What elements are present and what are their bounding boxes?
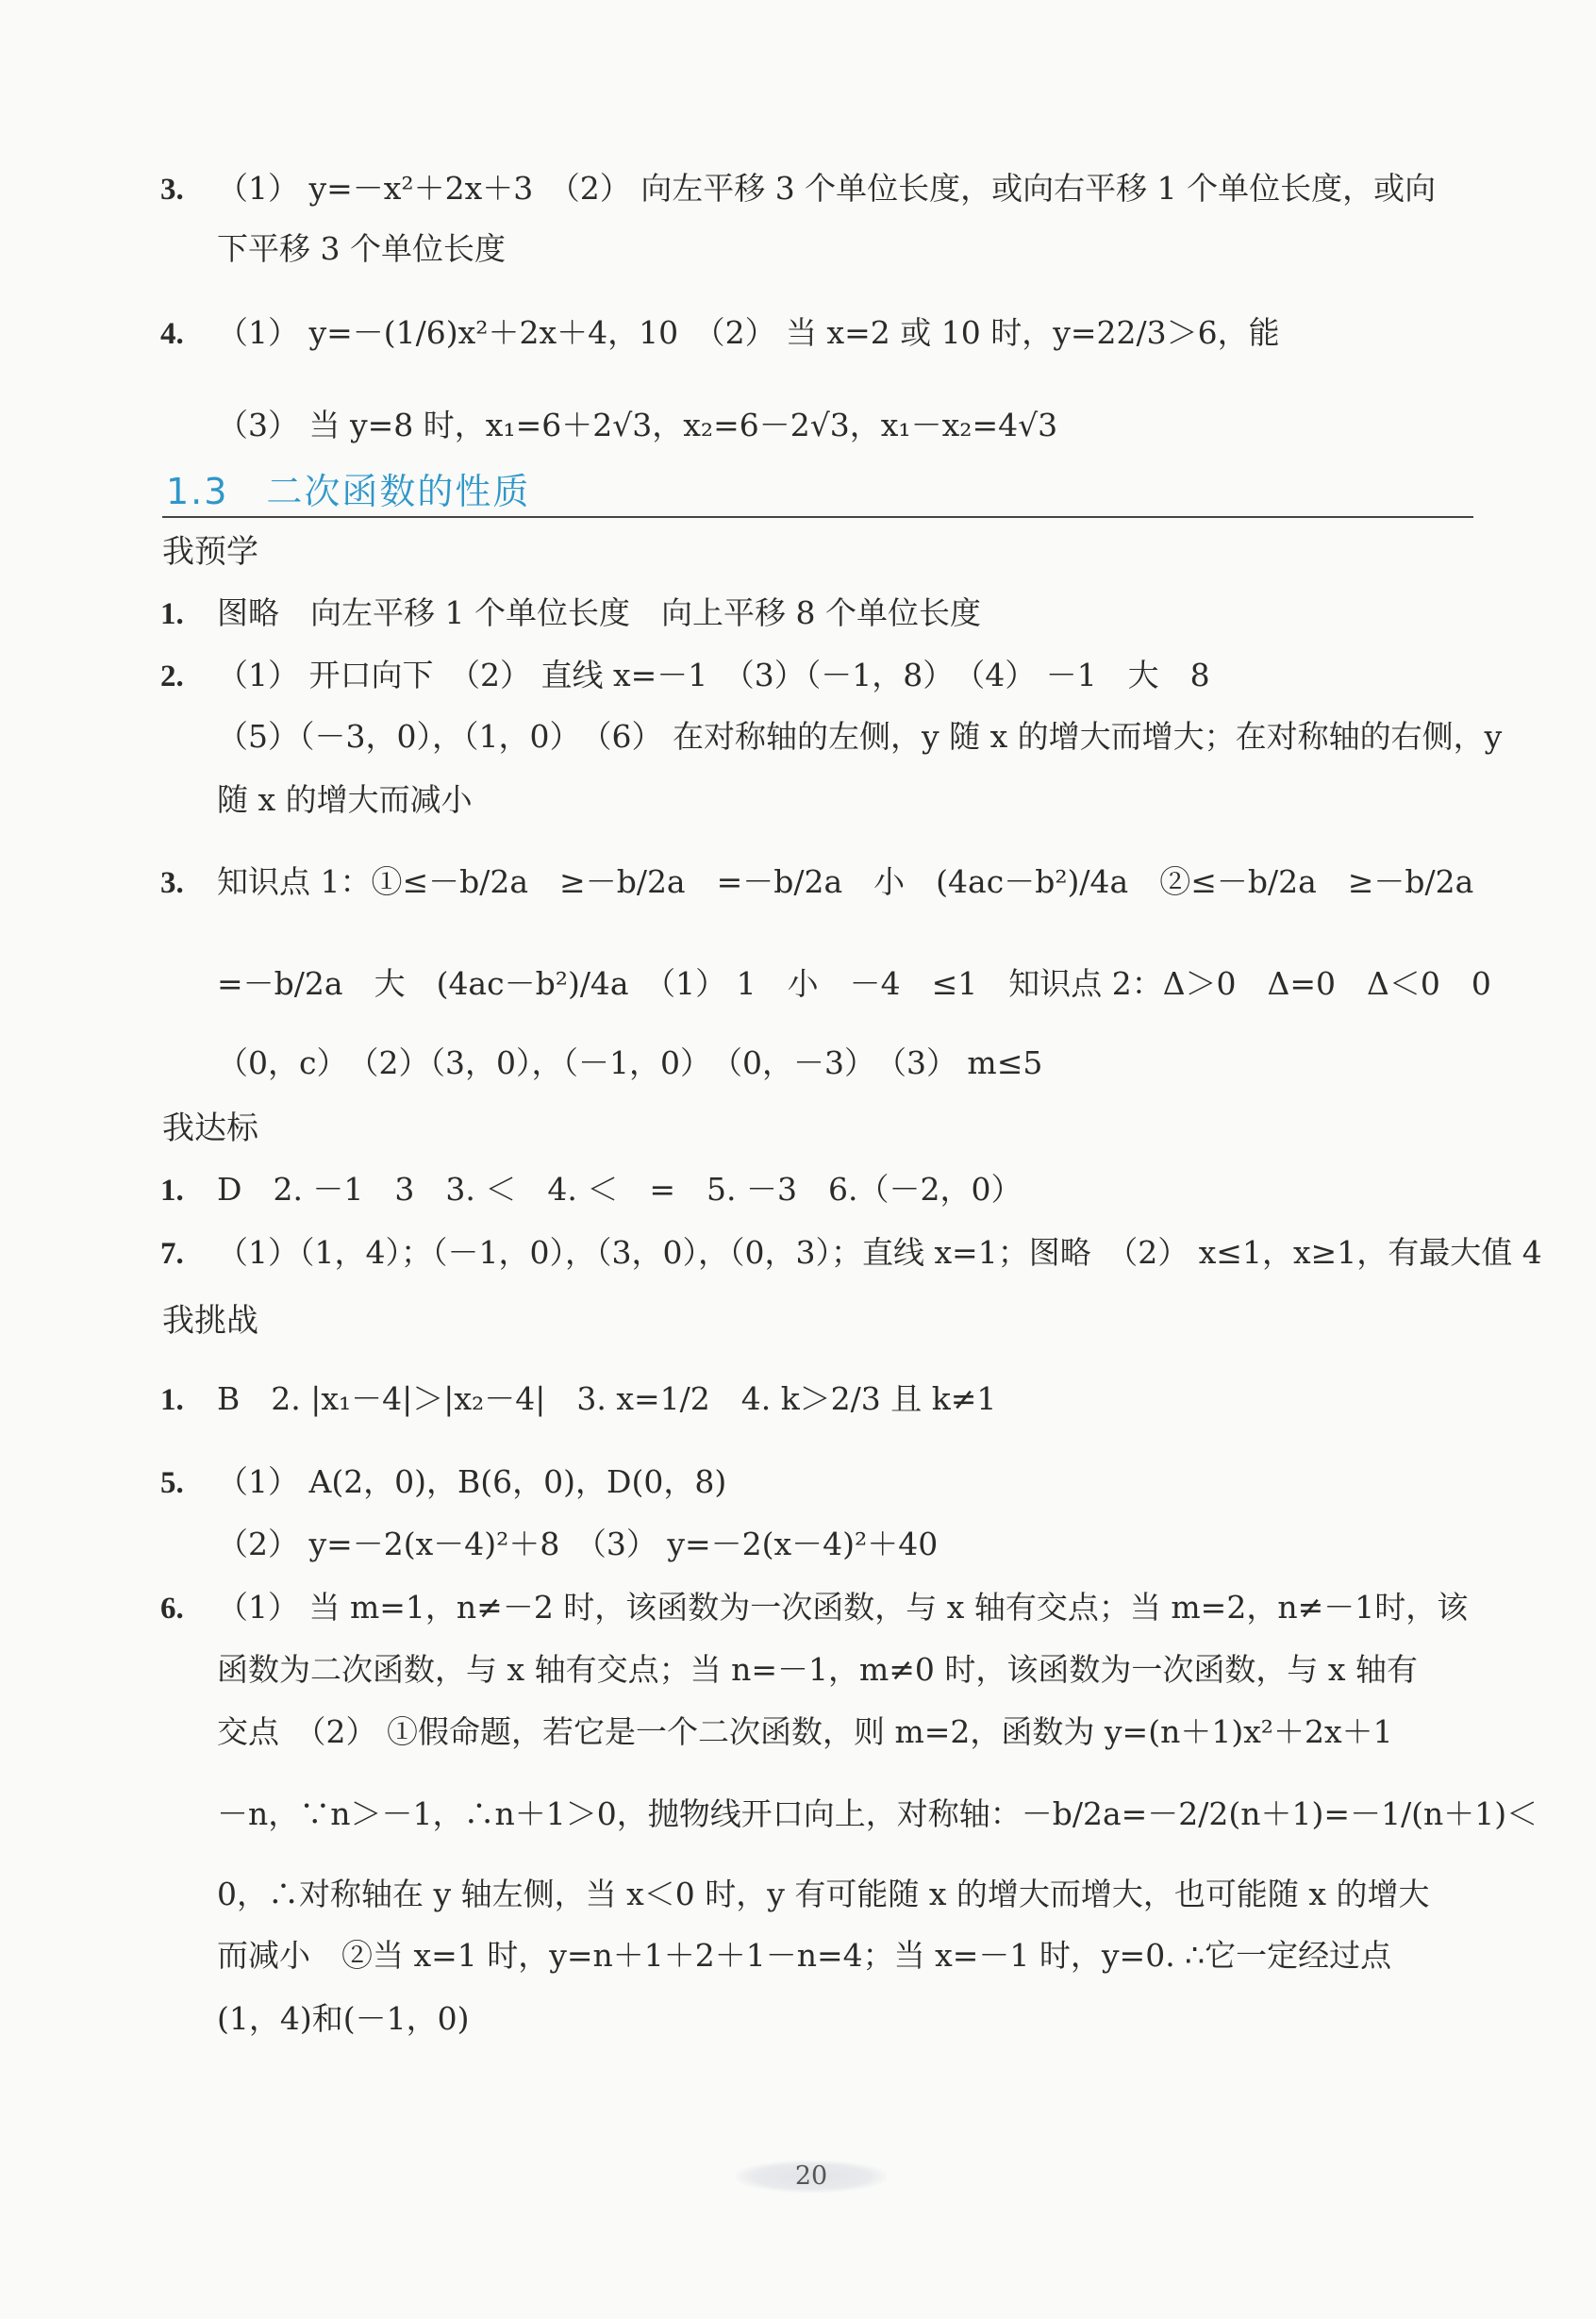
challenge-answer-6-cont4: 0，∴对称轴在 y 轴左侧，当 x＜0 时，y 有可能随 x 的增大而增大，也可能随 x 的增大 xyxy=(217,1876,1430,1912)
preview-answer-2-cont2: 随 x 的增大而减小 xyxy=(217,781,473,818)
challenge-answer-5: 5. （1） A(2，0)，B(6，0)，D(0，8) xyxy=(160,1463,727,1500)
challenge-answer-6-cont3: －n，∵n＞－1，∴n＋1＞0，抛物线开口向上，对称轴：－b/2a=－2/2(n＋1)=－1/(n＋1)＜ xyxy=(217,1795,1538,1832)
preview-answer-3-cont: =－b/2a 大 (4ac－b²)/4a （1） 1 小 －4 ≤1 知识点 2：Δ＞0 Δ=0 Δ＜0 0 xyxy=(217,965,1491,1002)
prev-answer-3-cont: 下平移 3 个单位长度 xyxy=(217,230,506,267)
preview-heading: 我预学 xyxy=(162,533,258,571)
preview-answer-1: 1. 图略 向左平移 1 个单位长度 向上平移 8 个单位长度 xyxy=(160,594,981,631)
prev-answer-4: 4. （1） y=－(1/6)x²＋2x＋4，10 （2） 当 x=2 或 10 时，y=22/3＞6，能 xyxy=(160,314,1280,351)
page-number: 20 xyxy=(736,2161,887,2193)
challenge-answer-6-cont: 函数为二次函数，与 x 轴有交点；当 n=－1，m≠0 时，该函数为一次函数，与 x 轴有 xyxy=(217,1651,1418,1688)
preview-answer-2-cont: （5）（－3，0），（1，0） （6） 在对称轴的左侧，y 随 x 的增大而增大；在对称轴的右侧，y xyxy=(217,718,1503,755)
challenge-answer-1: 1. B 2. |x₁－4|＞|x₂－4| 3. x=1/2 4. k＞2/3 且 k≠1 xyxy=(160,1380,997,1417)
prev-answer-4-cont: （3） 当 y=8 时，x₁=6＋2√3，x₂=6－2√3，x₁－x₂=4√3 xyxy=(217,407,1058,443)
challenge-answer-6: 6. （1） 当 m=1，n≠－2 时，该函数为一次函数，与 x 轴有交点；当 m=2，n≠－1时，该 xyxy=(160,1589,1469,1626)
challenge-answer-5-cont: （2） y=－2(x－4)²＋8 （3） y=－2(x－4)²＋40 xyxy=(217,1526,939,1562)
prev-answer-3: 3. （1） y=－x²＋2x＋3 （2） 向左平移 3 个单位长度，或向右平移 1 个单位长度，或向 xyxy=(160,170,1437,207)
section-divider xyxy=(162,516,1473,518)
preview-answer-3-cont2: （0，c） （2）（3，0），（－1，0） （0，－3） （3） m≤5 xyxy=(217,1044,1043,1081)
preview-answer-3: 3. 知识点 1：①≤－b/2a ≥－b/2a =－b/2a 小 (4ac－b²)/4a ②≤－b/2a ≥－b/2a xyxy=(160,863,1474,900)
standard-answer-1: 1. D 2. －1 3 3. ＜ 4. ＜ = 5. －3 6.（－2，0） xyxy=(160,1171,1022,1208)
standard-heading: 我达标 xyxy=(162,1109,258,1147)
section-title: 1.3 二次函数的性质 xyxy=(166,471,531,512)
preview-answer-2: 2. （1） 开口向下 （2） 直线 x=－1 （3）（－1，8） （4） －1 大 8 xyxy=(160,657,1210,693)
challenge-answer-6-cont6: (1，4)和(－1，0) xyxy=(217,2000,470,2037)
challenge-answer-6-cont2: 交点 （2） ①假命题，若它是一个二次函数，则 m=2，函数为 y=(n＋1)x²＋2x＋1 xyxy=(217,1713,1393,1750)
standard-answer-7: 7. （1）（1，4）；（－1，0），（3，0），（0，3）；直线 x=1；图略 （2） x≤1，x≥1，有最大值 4 xyxy=(160,1234,1542,1271)
challenge-answer-6-cont5: 而减小 ②当 x=1 时，y=n＋1＋2＋1－n=4；当 x=－1 时，y=0. ∴它一定经过点 xyxy=(217,1937,1392,1974)
challenge-heading: 我挑战 xyxy=(162,1302,258,1340)
